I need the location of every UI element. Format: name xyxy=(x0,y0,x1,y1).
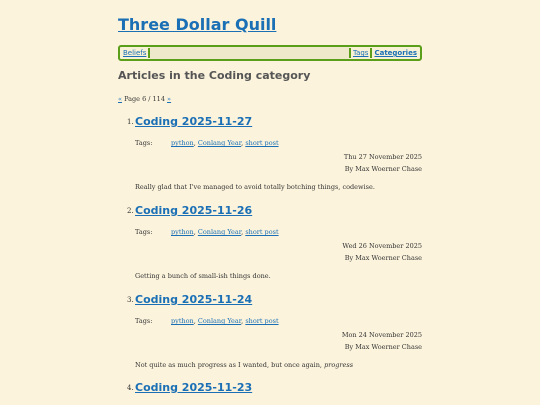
tag-link[interactable]: python xyxy=(171,228,194,236)
tag-link[interactable]: Conlang Year xyxy=(197,139,242,147)
tags-label: Tags: xyxy=(135,139,153,147)
article-author: By Max Woerner Chase xyxy=(344,165,422,173)
article-summary xyxy=(135,183,375,191)
tag-link[interactable]: python xyxy=(171,317,194,325)
tag-link[interactable]: python xyxy=(171,139,194,147)
tag-link[interactable]: short post xyxy=(245,139,279,147)
summary-text: Not quite as much progress as I wanted, but once again, xyxy=(135,361,325,369)
article-meta xyxy=(342,329,422,353)
article-tags: Tags: python, Conlang Year, short post xyxy=(135,317,279,325)
pager-next-link[interactable]: » xyxy=(167,95,172,103)
article-date: Wed 26 November 2025 xyxy=(342,242,422,250)
article-tags: Tags: python, Conlang Year, short post xyxy=(135,139,279,147)
tag-link[interactable]: Conlang Year xyxy=(197,317,242,325)
article-author: By Max Woerner Chase xyxy=(344,343,422,351)
article-number: 2. xyxy=(127,207,134,215)
pager xyxy=(118,95,171,103)
summary-text: Really glad that I've managed to avoid totally botching things, codewise. xyxy=(135,183,375,191)
nav-bar xyxy=(118,45,422,61)
article-meta xyxy=(344,151,422,175)
article-number: 1. xyxy=(127,118,134,126)
search-input[interactable] xyxy=(150,47,349,59)
article-number: 4. xyxy=(127,384,134,392)
tag-link[interactable]: short post xyxy=(245,317,279,325)
tags-label: Tags: xyxy=(135,317,153,325)
page-heading: Articles in the Coding category xyxy=(118,69,311,82)
summary-emphasis: progress xyxy=(324,361,354,369)
article-title-link[interactable]: Coding 2025-11-26 xyxy=(135,204,253,217)
article-number: 3. xyxy=(127,296,134,304)
nav-tags-link[interactable]: Tags xyxy=(352,49,369,57)
tags-label: Tags: xyxy=(135,228,153,236)
site-title[interactable]: Three Dollar Quill xyxy=(118,15,277,34)
pager-text: Page 6 / 114 xyxy=(124,95,165,103)
article-title-link[interactable]: Coding 2025-11-27 xyxy=(135,115,253,128)
article-meta xyxy=(342,240,422,264)
nav-beliefs-link[interactable]: Beliefs xyxy=(123,49,147,57)
summary-text: Getting a bunch of small-ish things done. xyxy=(135,272,271,280)
article-tags: Tags: python, Conlang Year, short post xyxy=(135,228,279,236)
tag-link[interactable]: short post xyxy=(245,228,279,236)
nav-categories-link[interactable]: Categories xyxy=(374,49,417,57)
article-summary xyxy=(135,361,353,369)
article-title-link[interactable]: Coding 2025-11-23 xyxy=(135,381,253,394)
article-summary xyxy=(135,272,271,280)
pager-prev-link[interactable]: « xyxy=(118,95,122,103)
article-title-link[interactable]: Coding 2025-11-24 xyxy=(135,293,253,306)
article-date: Mon 24 November 2025 xyxy=(341,331,422,339)
tag-link[interactable]: Conlang Year xyxy=(197,228,242,236)
article-author: By Max Woerner Chase xyxy=(344,254,422,262)
article-date: Thu 27 November 2025 xyxy=(343,153,422,161)
